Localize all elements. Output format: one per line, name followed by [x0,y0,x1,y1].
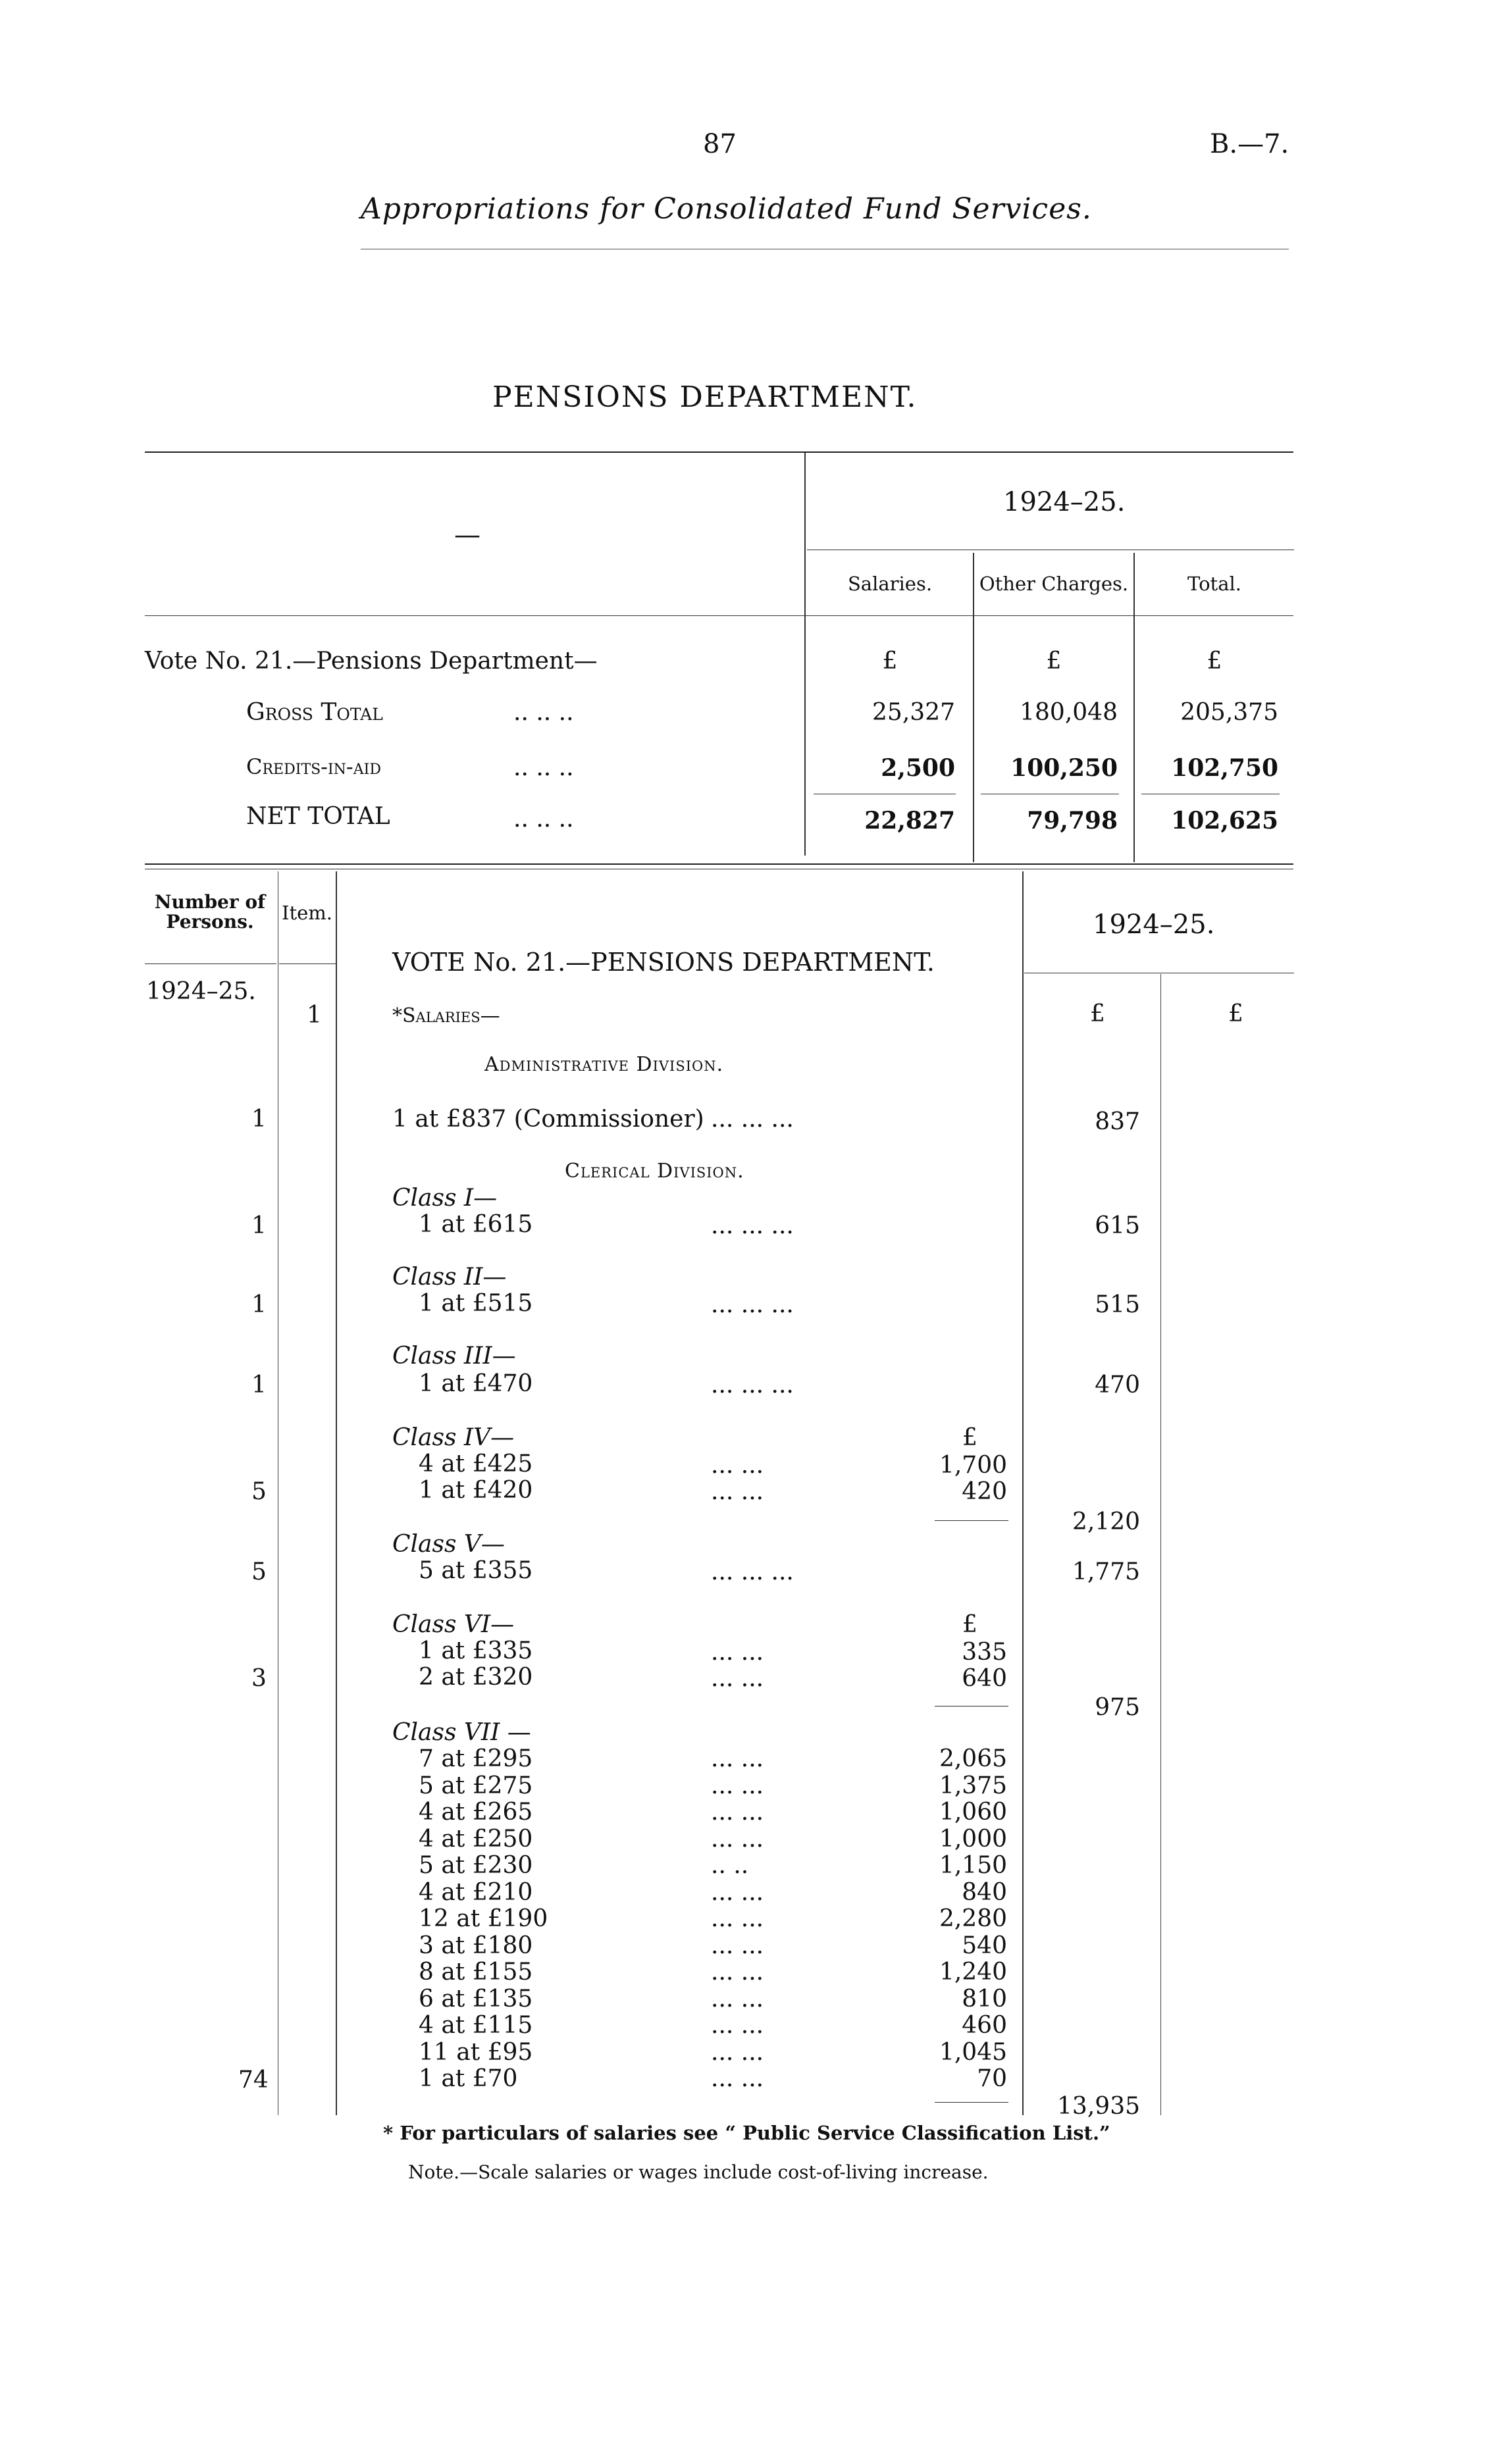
summary-header-rule [145,615,1293,616]
summary-row-leaders: .. .. .. [513,806,574,833]
detail-line-leaders: ... ... [711,1745,764,1772]
department-title: PENSIONS DEPARTMENT. [492,380,918,414]
detail-line-text: 4 at £115 [419,2012,533,2039]
detail-rule-item [336,871,337,2115]
detail-rule-amount [1022,871,1024,2115]
class-total: 975 [1095,1694,1140,1721]
detail-line-value: 1,375 [939,1772,1007,1799]
document-reference: B.—7. [1210,129,1289,159]
class-label: Class VI— [392,1611,515,1638]
summary-currency-other: £ [1046,648,1062,675]
detail-line-leaders: ... ... [711,1799,764,1826]
detail-item-number: 1 [307,1002,322,1029]
summary-col-other-charges: Other Charges. [979,573,1129,595]
detail-line-text: 1 at £335 [419,1637,533,1664]
detail-header-rule-item [279,963,336,964]
summary-row-other: 79,798 [1027,807,1118,834]
summary-row-total: 205,375 [1180,699,1278,726]
detail-line-text: 1 at £837 (Commissioner) [392,1106,704,1133]
class-label: Class VII — [392,1719,531,1746]
class-label: Class IV— [392,1424,515,1451]
detail-line-text: 11 at £95 [419,2039,533,2066]
summary-row-leaders: .. .. .. [513,699,574,726]
detail-line-amount: 515 [1095,1291,1140,1318]
summary-top-rule [145,451,1293,453]
class-sub-currency: £ [962,1611,977,1638]
detail-line-leaders: ... ... ... [711,1372,794,1399]
detail-line-leaders: ... ... [711,2039,764,2066]
detail-col-persons: Number of Persons. [154,891,266,933]
detail-line-text: 4 at £250 [419,1826,533,1853]
detail-line-value: 1,045 [939,2039,1007,2066]
detail-line-leaders: ... ... [711,1959,764,1986]
summary-divider [804,453,806,856]
detail-currency-amount: £ [1090,1000,1105,1027]
detail-line-text: 1 at £470 [419,1370,533,1397]
detail-persons: 3 [251,1665,267,1692]
class-total: 2,120 [1072,1508,1140,1535]
page-subtitle: Appropriations for Consolidated Fund Services. [361,192,1092,226]
detail-line-text: 4 at £210 [419,1879,533,1906]
detail-line-value: 1,000 [939,1826,1007,1853]
detail-line-amount: 837 [1095,1108,1140,1135]
detail-line-value: 1,150 [939,1852,1007,1879]
detail-line-value: 1,240 [939,1959,1007,1986]
summary-row-label: Gross Total [246,699,383,726]
detail-line-leaders: ... ... ... [711,1106,794,1133]
detail-year-header: 1924–25. [1093,910,1215,940]
detail-line-leaders: ... ... [711,2012,764,2039]
detail-line-text: 1 at £420 [419,1477,533,1504]
detail-line-leaders: ... ... ... [711,1558,794,1585]
detail-line-text: 5 at £230 [419,1852,533,1879]
detail-line-text: 7 at £295 [419,1745,533,1772]
detail-vote-title: VOTE No. 21.—PENSIONS DEPARTMENT. [392,948,935,977]
summary-currency-total: £ [1207,648,1222,675]
class-label: Class II— [392,1264,507,1291]
class-sub-currency: £ [962,1424,977,1451]
class-label: Class I— [392,1185,498,1212]
detail-currency-total: £ [1228,1000,1243,1027]
summary-row-label: NET TOTAL [246,803,390,830]
detail-line-leaders: ... ... [711,1478,764,1505]
detail-line-value: 1,700 [939,1452,1007,1479]
detail-line-leaders: ... ... [711,1879,764,1906]
detail-rule-subtotal [1160,974,1161,2115]
detail-persons: 1 [251,1106,267,1133]
summary-row-salaries: 22,827 [864,807,955,834]
summary-row-salaries: 25,327 [872,699,955,726]
summary-row-salaries: 2,500 [881,754,955,782]
detail-line-value: 2,065 [939,1745,1007,1772]
detail-line-leaders: ... ... [711,1826,764,1853]
detail-line-leaders: ... ... ... [711,1291,794,1318]
detail-header-rule-persons [145,963,276,964]
class-sum-rule [935,1520,1008,1521]
detail-line-value: 2,280 [939,1905,1007,1932]
footnote-salaries: * For particulars of salaries see “ Public Service Classification List.” [383,2122,1110,2144]
summary-blank-dash: — [454,520,481,550]
class-sum-rule [935,2102,1008,2103]
detail-line-leaders: ... ... ... [711,1212,794,1239]
detail-col-item: Item. [282,902,332,924]
summary-row-other: 180,048 [1020,699,1118,726]
detail-line-text: 1 at £615 [419,1211,533,1238]
class-label: Class V— [392,1531,505,1558]
detail-persons: 1 [251,1212,267,1239]
detail-clerical-division: Clerical Division. [565,1160,744,1183]
class-sum-rule [935,1706,1008,1707]
detail-line-text: 12 at £190 [419,1905,548,1932]
detail-line-value: 810 [962,1986,1007,2013]
detail-line-leaders: ... ... [711,1665,764,1692]
detail-line-leaders: ... ... [711,1452,764,1479]
summary-row-label: Credits-in-aid [246,754,381,779]
detail-line-value: 840 [962,1879,1007,1906]
detail-line-value: 540 [962,1932,1007,1959]
detail-line-value: 640 [962,1665,1007,1692]
detail-line-amount: 1,775 [1072,1558,1140,1585]
detail-year-left: 1924–25. [146,978,256,1005]
detail-line-amount: 470 [1095,1372,1140,1399]
detail-line-value: 420 [962,1478,1007,1505]
detail-line-leaders: ... ... [711,1639,764,1666]
summary-row-total: 102,750 [1171,754,1278,782]
detail-salaries-label: *Salaries— [392,1004,500,1027]
detail-line-value: 70 [977,2065,1007,2092]
class-label: Class III— [392,1343,516,1370]
summary-vote-label: Vote No. 21.—Pensions Department— [145,648,598,675]
detail-line-text: 1 at £70 [419,2065,518,2092]
summary-bottom-rule [145,863,1293,865]
detail-persons: 5 [251,1478,267,1505]
detail-line-text: 5 at £275 [419,1772,533,1799]
detail-line-value: 335 [962,1639,1007,1666]
summary-col-total: Total. [1187,573,1241,595]
detail-line-leaders: ... ... [711,1905,764,1932]
detail-line-leaders: ... ... [711,1986,764,2013]
detail-line-value: 460 [962,2012,1007,2039]
detail-line-text: 6 at £135 [419,1986,533,2013]
detail-persons: 1 [251,1291,267,1318]
summary-col-salaries: Salaries. [847,573,933,595]
detail-persons: 74 [238,2066,269,2093]
detail-line-text: 3 at £180 [419,1932,533,1959]
class-total: 13,935 [1057,2093,1140,2120]
summary-row-leaders: .. .. .. [513,754,574,781]
detail-persons: 1 [251,1372,267,1399]
detail-line-text: 8 at £155 [419,1959,533,1986]
detail-line-leaders: ... ... [711,1932,764,1959]
footnote-note: Note.—Scale salaries or wages include cost-of-living increase. [408,2161,989,2183]
summary-row-other: 100,250 [1010,754,1118,782]
detail-line-text: 2 at £320 [419,1664,533,1691]
detail-line-text: 5 at £355 [419,1557,533,1584]
detail-line-leaders: .. .. [711,1852,749,1879]
detail-line-leaders: ... ... [711,1772,764,1799]
detail-line-amount: 615 [1095,1212,1140,1239]
detail-line-text: 4 at £265 [419,1799,533,1826]
detail-line-text: 4 at £425 [419,1450,533,1477]
page-number: 87 [703,129,737,159]
detail-admin-division: Administrative Division. [484,1053,724,1076]
detail-persons: 5 [251,1558,267,1585]
detail-line-leaders: ... ... [711,2065,764,2092]
detail-line-value: 1,060 [939,1799,1007,1826]
summary-currency-salaries: £ [882,648,898,675]
summary-row-total: 102,625 [1171,807,1278,834]
detail-line-text: 1 at £515 [419,1290,533,1317]
summary-year-header: 1924–25. [1003,487,1126,517]
